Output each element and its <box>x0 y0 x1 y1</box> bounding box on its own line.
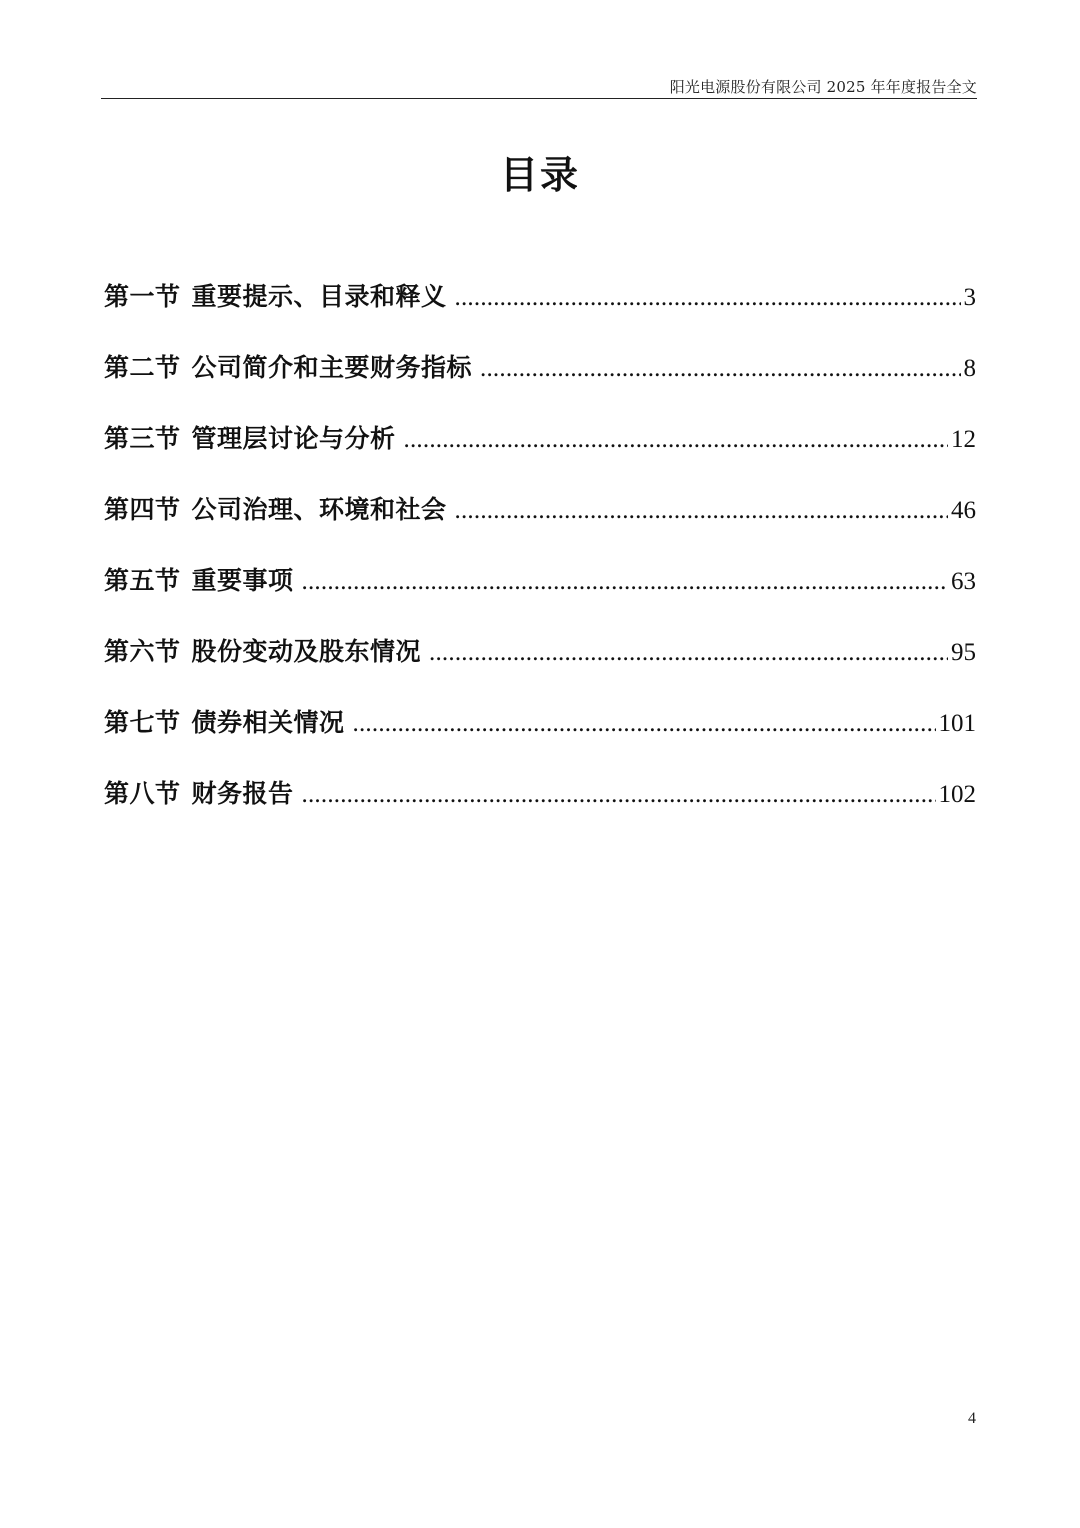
toc-section-number: 第二节 <box>104 353 181 382</box>
toc-section-number: 第六节 <box>104 637 181 666</box>
toc-section-name: 公司治理、环境和社会 <box>191 495 447 524</box>
toc-section-name: 管理层讨论与分析 <box>191 424 396 453</box>
toc-section-number: 第五节 <box>104 566 181 595</box>
toc-entry-section-2[interactable] <box>104 346 976 417</box>
toc-entry-section-7[interactable] <box>104 701 976 772</box>
toc-section-number: 第八节 <box>104 779 181 808</box>
toc-section-name: 财务报告 <box>191 779 294 808</box>
toc-page-number: 12 <box>951 426 976 453</box>
toc-entry-section-5[interactable] <box>104 559 976 630</box>
toc-page-number: 102 <box>938 781 976 808</box>
toc-page-number: 101 <box>938 710 976 737</box>
toc-page-number: 46 <box>951 497 976 524</box>
toc-entry-section-4[interactable] <box>104 488 976 559</box>
toc-dot-leader <box>480 347 960 391</box>
toc-dot-leader <box>404 418 948 462</box>
toc-page-number: 3 <box>963 284 976 311</box>
toc-section-name: 重要事项 <box>191 566 294 595</box>
toc-section-name: 股份变动及股东情况 <box>191 637 422 666</box>
toc-section-name: 公司简介和主要财务指标 <box>191 353 473 382</box>
toc-dot-leader <box>353 702 936 746</box>
toc-dot-leader <box>302 560 948 604</box>
toc-entry-section-8[interactable] <box>104 772 976 843</box>
toc-entry-section-3[interactable] <box>104 417 976 488</box>
header-text: 阳光电源股份有限公司 2025 年年度报告全文 <box>669 78 977 96</box>
toc-page-number: 95 <box>951 639 976 666</box>
toc-section-number: 第七节 <box>104 708 181 737</box>
page-number: 4 <box>968 1410 976 1427</box>
table-of-contents <box>104 275 976 843</box>
toc-section-number: 第一节 <box>104 282 181 311</box>
toc-section-number: 第三节 <box>104 424 181 453</box>
toc-dot-leader <box>455 276 961 320</box>
page-header <box>101 76 977 99</box>
toc-section-number: 第四节 <box>104 495 181 524</box>
toc-dot-leader <box>302 773 936 817</box>
page-title: 目录 <box>499 153 580 197</box>
toc-section-name: 重要提示、目录和释义 <box>191 282 447 311</box>
toc-section-name: 债券相关情况 <box>191 708 345 737</box>
toc-page-number: 8 <box>963 355 976 382</box>
toc-entry-section-1[interactable] <box>104 275 976 346</box>
toc-dot-leader <box>455 489 948 533</box>
toc-entry-section-6[interactable] <box>104 630 976 701</box>
toc-page-number: 63 <box>951 568 976 595</box>
toc-dot-leader <box>429 631 948 675</box>
